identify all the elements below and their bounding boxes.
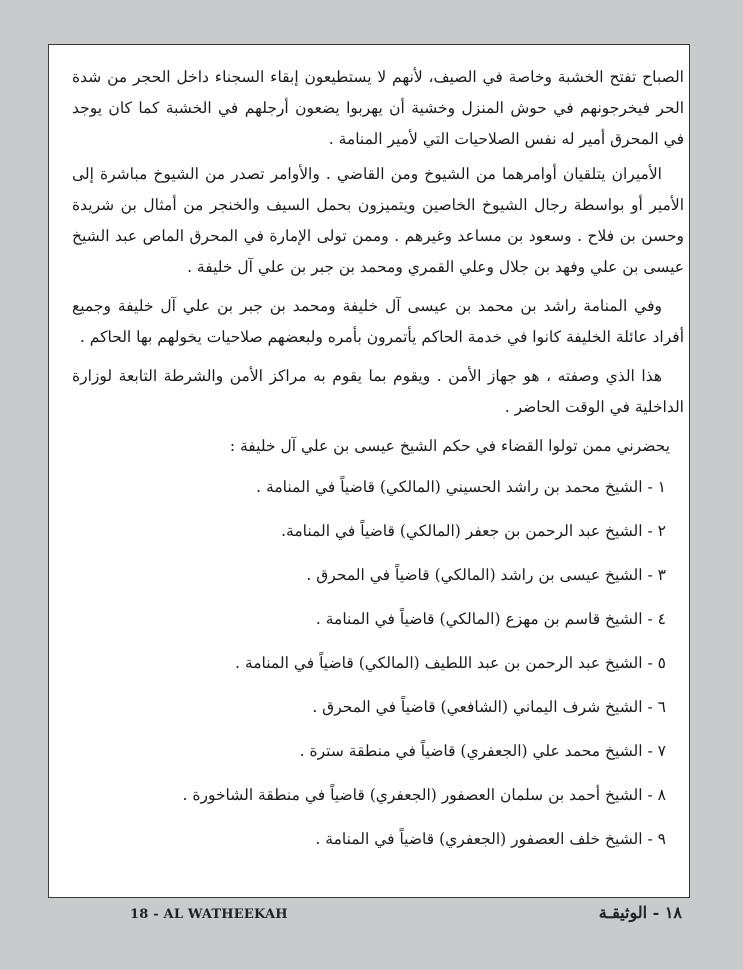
list-item: ٨ - الشيخ أحمد بن سلمان العصفور (الجعفري) قاضياً في منطقة الشاخورة . [182, 786, 666, 804]
judges-list [72, 472, 684, 855]
list-item: ٢ - الشيخ عبد الرحمن بن جعفر (المالكي) قاضياً في المنامة. [281, 522, 666, 540]
list-item: ٤ - الشيخ قاسم بن مهزع (المالكي) قاضياً في المنامة . [315, 610, 666, 628]
paragraph-manama: وفي المنامة راشد بن محمد بن عيسى آل خليفة ومحمد بن جبر بن علي آل خليفة وجميع أفراد عائلة الخليفة كانوا في خدمة الحاكم يأتمرون بأمره ولبعضهم صلاحيات يخولهم بها الحاكم . [72, 297, 684, 346]
list-item: ٦ - الشيخ شرف اليماني (الشافعي) قاضياً في المحرق . [312, 698, 666, 716]
paragraph-emirs: الأميران يتلقيان أوامرهما من الشيوخ ومن القاضي . والأوامر تصدر من الشيوخ مباشرة إلى الأمير أو بواسطة رجال الشيوخ الخاصين ويتميزون بحمل السيف والخنجر من أمثال بن شريدة وحسن بن فلاح . وسعود بن مساعد وغيرهم . وممن تولى الإمارة في المحرق الماص عبد الشيخ عيسى بن علي وفهد بن جلال وعلي القمري ومحمد بن جبر بن علي آل خليفة . [72, 165, 684, 276]
list-item: ١ - الشيخ محمد بن راشد الحسيني (المالكي) قاضياً في المنامة . [256, 478, 666, 496]
paragraph-prison: الصباح تفتح الخشبة وخاصة في الصيف، لأنهم لا يستطيعون إبقاء السجناء داخل الحجر من شدة الحر فيخرجونهم في حوش المنزل وخشية أن يهربوا يضعون أرجلهم في الخشبة كما كان يوجد في المحرق أمير له نفس الصلاحيات التي لأمير المنامة . [72, 68, 684, 148]
page-footer [48, 903, 690, 929]
document-body [72, 62, 684, 868]
footer-page-label-arabic: ١٨ - الوثيقـة [598, 903, 682, 922]
list-item: ٥ - الشيخ عبد الرحمن بن عبد اللطيف (المالكي) قاضياً في المنامة . [235, 654, 666, 672]
list-item: ٧ - الشيخ محمد علي (الجعفري) قاضياً في منطقة سترة . [299, 742, 666, 760]
footer-page-label-latin: 18 - AL WATHEEKAH [130, 907, 288, 922]
judges-intro: يحضرني ممن تولوا القضاء في حكم الشيخ عيسى بن علي آل خليفة : [229, 437, 670, 455]
list-item: ٣ - الشيخ عيسى بن راشد (المالكي) قاضياً في المحرق . [306, 566, 666, 584]
paragraph-security: هذا الذي وصفته ، هو جهاز الأمن . ويقوم بما يقوم به مراكز الأمن والشرطة التابعة لوزارة الداخلية في الوقت الحاضر . [72, 367, 684, 416]
list-item: ٩ - الشيخ خلف العصفور (الجعفري) قاضياً في المنامة . [315, 830, 666, 848]
